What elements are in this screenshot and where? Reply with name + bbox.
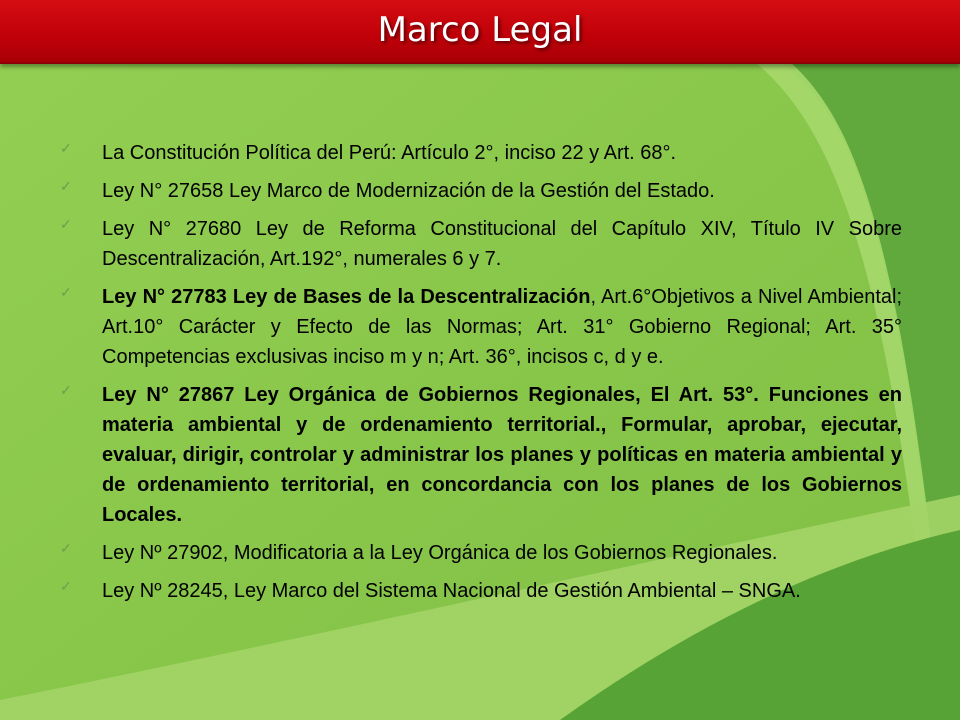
law-item	[60, 176, 902, 206]
checkmark-icon: ✓	[60, 216, 72, 232]
law-item-bold-text: Ley N° 27783 Ley de Bases de la Descentralización	[102, 286, 591, 308]
checkmark-icon: ✓	[60, 578, 72, 594]
law-item-plain-text: , Art.6°Objetivos a Nivel Ambiental; Art.10° Carácter y Efecto de las Normas; Art. 31° Gobierno Regional; Art. 35° Competencias exclusivas inciso m y n; Art. 36°, incisos c, d y e.	[102, 286, 902, 368]
law-item	[60, 380, 902, 530]
law-item-text	[102, 380, 902, 530]
law-item	[60, 138, 902, 168]
law-item-plain-text: Ley Nº 27902, Modificatoria a la Ley Orgánica de los Gobiernos Regionales.	[102, 542, 778, 564]
law-item-text	[102, 538, 902, 568]
law-item	[60, 576, 902, 606]
law-item	[60, 214, 902, 274]
law-item-plain-text: La Constitución Política del Perú: Artículo 2°, inciso 22 y Art. 68°.	[102, 142, 677, 164]
law-item-text	[102, 138, 902, 168]
law-item	[60, 282, 902, 372]
checkmark-icon: ✓	[60, 382, 72, 398]
checkmark-icon: ✓	[60, 284, 72, 300]
law-item-text	[102, 576, 902, 606]
law-item-plain-text: Ley Nº 28245, Ley Marco del Sistema Nacional de Gestión Ambiental – SNGA.	[102, 580, 801, 602]
checkmark-icon: ✓	[60, 178, 72, 194]
law-item	[60, 538, 902, 568]
law-item-bold-text: Ley N° 27867 Ley Orgánica de Gobiernos Regionales, El Art. 53°. Funciones en materia ambiental y de ordenamiento territorial., Formular, aprobar, ejecutar, evaluar, dirigir, controlar y administrar los planes y políticas en materia ambiental y de ordenamiento territorial, en concordancia con los planes de los Gobiernos Locales.	[102, 384, 902, 526]
page-title: Marco Legal	[377, 10, 583, 50]
law-item-plain-text: Ley N° 27680 Ley de Reforma Constitucional del Capítulo XIV, Título IV Sobre Descentralización, Art.192°, numerales 6 y 7.	[102, 218, 902, 270]
law-item-text	[102, 176, 902, 206]
checkmark-icon: ✓	[60, 140, 72, 156]
law-item-plain-text: Ley N° 27658 Ley Marco de Modernización de la Gestión del Estado.	[102, 180, 715, 202]
checkmark-icon: ✓	[60, 540, 72, 556]
law-item-text	[102, 214, 902, 274]
law-list	[60, 138, 902, 614]
law-item-text	[102, 282, 902, 372]
